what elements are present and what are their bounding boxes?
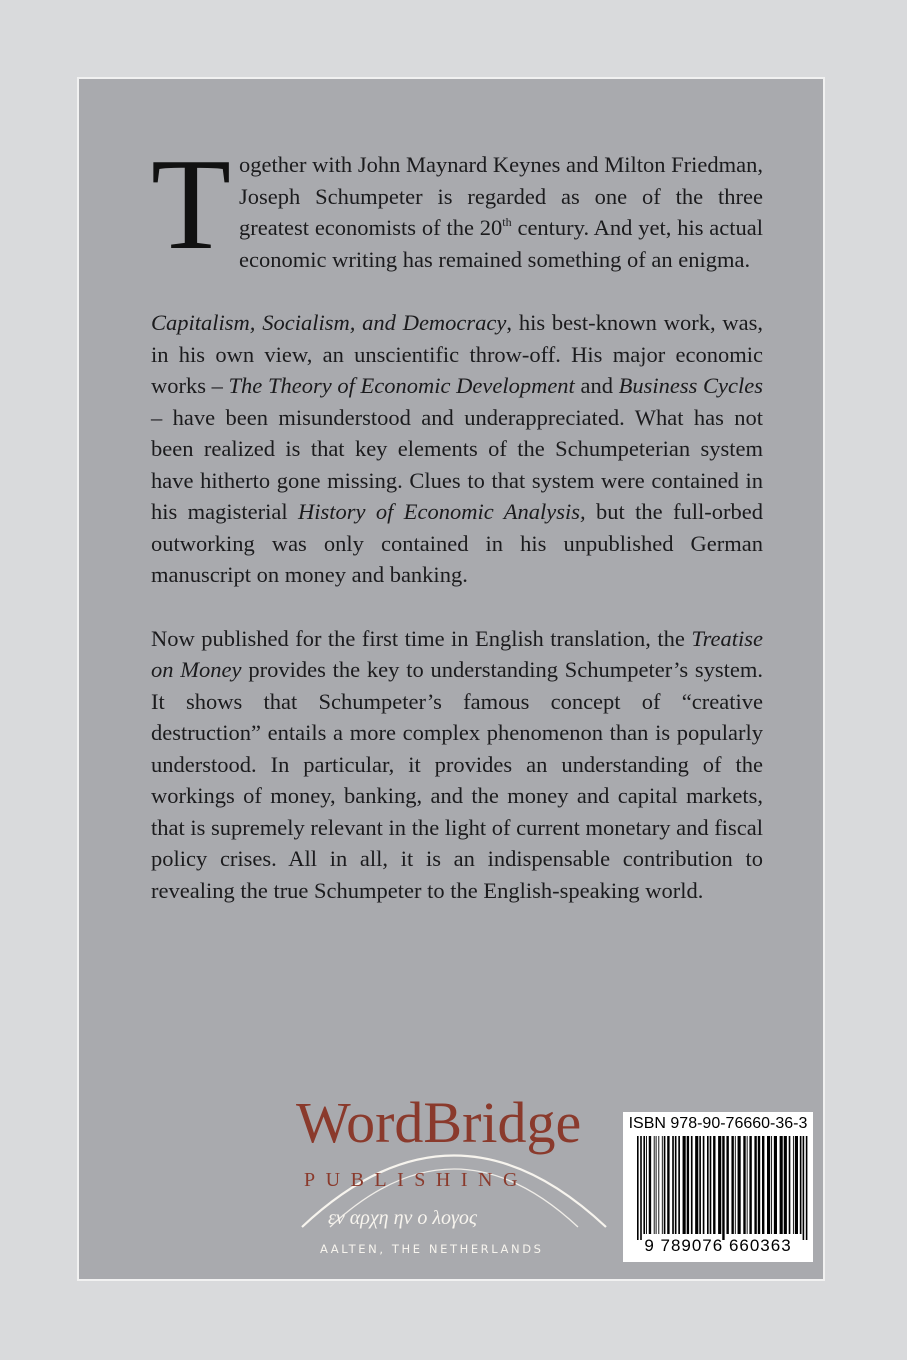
- back-cover: [77, 77, 825, 1281]
- blurb: [151, 132, 764, 938]
- barcode-bar: [646, 1136, 647, 1234]
- publisher-subtitle: PUBLISHING: [304, 1169, 528, 1191]
- barcode-bar: [767, 1136, 770, 1234]
- publisher-motto: εν αρχη ην ο λογος: [328, 1207, 478, 1229]
- drop-cap: T: [151, 132, 232, 277]
- blurb-text: century. And yet, his actual economic writing has remained something of an enigma.: [239, 215, 763, 272]
- barcode-bar: [637, 1136, 639, 1240]
- barcode-digits: 9 789076 660363: [644, 1236, 792, 1255]
- blurb-text: Now published for the first time in English translation, the: [151, 625, 692, 651]
- barcode-bar: [703, 1136, 705, 1234]
- book-title-italic: Capitalism, Socialism, and Democracy: [151, 310, 507, 335]
- publisher-logo: [294, 1089, 614, 1269]
- barcode-bar: [789, 1136, 791, 1234]
- barcode-bar: [718, 1136, 721, 1234]
- barcode-bar: [662, 1136, 663, 1234]
- barcode-bar: [678, 1136, 680, 1234]
- barcode-bar: [738, 1136, 741, 1234]
- barcode-bar: [722, 1136, 724, 1240]
- barcode-bar: [664, 1136, 666, 1234]
- barcode-bar: [803, 1136, 805, 1240]
- barcode-bar: [707, 1136, 709, 1234]
- superscript: th: [502, 215, 512, 229]
- barcode-bar: [780, 1136, 783, 1234]
- barcode-bar: [735, 1136, 736, 1234]
- barcode-bar: [774, 1136, 777, 1234]
- barcode-bar: [771, 1136, 772, 1234]
- book-title-italic: The Theory of Economic Development: [228, 373, 575, 398]
- barcode-bar: [800, 1136, 802, 1234]
- barcode-bar: [731, 1136, 733, 1234]
- barcode-bar: [691, 1136, 693, 1234]
- blurb-text: – have been misunderstood and underappreciated. What has not been realized is that key elements of the Schumpeterian system have hitherto gone missing. Clues to that system were contained in his magisterial: [151, 404, 763, 524]
- barcode-bar: [656, 1136, 657, 1234]
- barcode-bar: [643, 1136, 645, 1234]
- barcode-bar: [695, 1136, 698, 1234]
- barcode-bar: [762, 1136, 764, 1234]
- book-title-italic: Business Cycles: [618, 373, 763, 398]
- barcode-bar: [793, 1136, 794, 1234]
- blurb-paragraph-3: [151, 623, 763, 907]
- barcode-bar: [654, 1136, 655, 1234]
- barcode-bar: [672, 1136, 674, 1234]
- barcode-bar: [749, 1136, 751, 1234]
- barcode-bar: [710, 1136, 712, 1234]
- barcode-bar: [795, 1136, 798, 1234]
- blurb-paragraph-2: [151, 307, 763, 591]
- barcode-bar: [683, 1136, 686, 1234]
- barcode-bar: [806, 1136, 808, 1240]
- blurb-text: ogether with John Maynard Keynes and Milton Friedman, Joseph Schumpeter is regarded as one of the three greatest economists of the 20: [239, 152, 763, 240]
- barcode-bar: [726, 1136, 728, 1234]
- publisher-name: WordBridge: [296, 1090, 582, 1155]
- blurb-paragraph-1: [151, 132, 763, 277]
- barcode-bar: [743, 1136, 745, 1234]
- barcode-bar: [754, 1136, 756, 1234]
- isbn-barcode: [623, 1112, 813, 1262]
- barcode-bar: [747, 1136, 748, 1234]
- barcode-bar: [640, 1136, 642, 1240]
- barcode-bar: [713, 1136, 715, 1234]
- barcode-bar: [658, 1136, 659, 1234]
- publisher-location: AALTEN, THE NETHERLANDS: [320, 1242, 544, 1256]
- barcode-bar: [667, 1136, 669, 1234]
- barcode-bar: [649, 1136, 651, 1234]
- barcode-bar: [784, 1136, 787, 1234]
- blurb-text: , his best-known work, was, in his own view, an unscientific throw-off. His major economic works –: [151, 310, 763, 398]
- blurb-text: provides the key to understanding Schumpeter’s system. It shows that Schumpeter’s famous concept of “creative destruction” entails a more complex phenomenon than is popularly understood. In particular, it provides an understanding of the workings of money, banking, and the money and capital markets, that is supremely relevant in the light of current monetary and fiscal policy crises. All in all, it is an indispensable contribution to revealing the true Schumpeter to the English-speaking world.: [151, 657, 764, 903]
- barcode-bar: [699, 1136, 701, 1234]
- barcode-bar: [687, 1136, 689, 1234]
- barcode-bar: [675, 1136, 677, 1234]
- book-title-italic: History of Economic Analysis,: [298, 499, 586, 524]
- book-title-italic: Treatise on Money: [151, 625, 763, 682]
- blurb-text: and: [574, 373, 619, 398]
- isbn-label: ISBN 978-90-76660-36-3: [628, 1115, 808, 1132]
- blurb-text: but the full-orbed outworking was only contained in his unpublished German manuscript on money and banking.: [151, 499, 763, 587]
- barcode-bar: [758, 1136, 760, 1234]
